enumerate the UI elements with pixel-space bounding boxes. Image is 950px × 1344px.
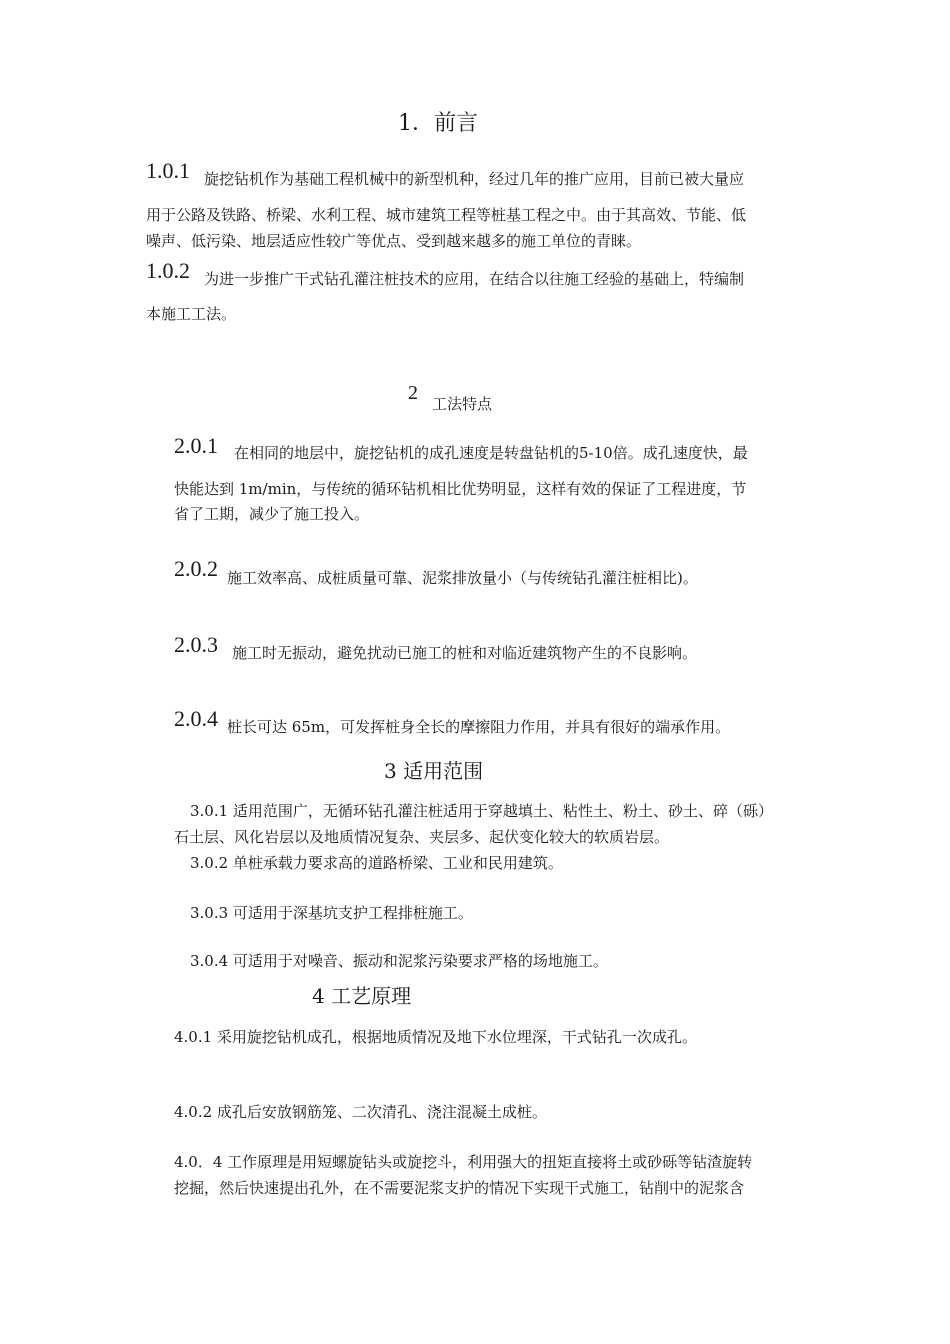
paragraph-line: 施工效率高、成桩质量可靠、泥浆排放量小（与传统钻孔灌注桩相比)。 xyxy=(227,569,698,587)
paragraph-line: 4.0.2 成孔后安放钢筋笼、二次清孔、浇注混凝土成桩。 xyxy=(174,1103,547,1121)
paragraph-line: 旋挖钻机作为基础工程机械中的新型机种，经过几年的推广应用，目前已被大量应 xyxy=(204,170,745,188)
section-2-number: 2 xyxy=(408,382,418,404)
paragraph-line: 省了工期，减少了施工投入。 xyxy=(174,505,370,523)
section-3-title: 3 适用范围 xyxy=(384,759,484,783)
section-4-title: 4 工艺原理 xyxy=(312,984,412,1008)
clause-number: 1.0.1 xyxy=(146,158,190,183)
paragraph-line: 噪声、低污染、地层适应性较广等优点、受到越来越多的施工单位的青睐。 xyxy=(146,232,642,250)
paragraph-line: 在相同的地层中，旋挖钻机的成孔速度是转盘钻机的5-10倍。成孔速度快，最 xyxy=(234,444,748,462)
paragraph-line: 4.0.1 采用旋挖钻机成孔，根据地质情况及地下水位埋深，干式钻孔一次成孔。 xyxy=(174,1028,697,1046)
clause-number: 1.0.2 xyxy=(146,258,190,283)
clause-number: 2.0.2 xyxy=(174,556,218,581)
paragraph-line: 3.0.3 可适用于深基坑支护工程排桩施工。 xyxy=(190,904,473,922)
paragraph-line: 挖掘，然后快速提出孔外，在不需要泥浆支护的情况下实现干式施工，钻削中的泥浆含 xyxy=(174,1179,745,1197)
paragraph-line: 3.0.1 适用范围广，无循环钻孔灌注桩适用于穿越填土、粘性土、粉土、砂土、碎（砾） xyxy=(190,802,773,820)
section-2-title: 工法特点 xyxy=(432,395,493,413)
paragraph-line: 4.0．4 工作原理是用短螺旋钻头或旋挖斗，利用强大的扭矩直接将土或砂砾等钻渣旋转 xyxy=(174,1153,753,1171)
paragraph-line: 施工时无振动，避免扰动已施工的桩和对临近建筑物产生的不良影响。 xyxy=(232,644,698,662)
paragraph-line: 3.0.4 可适用于对噪音、振动和泥浆污染要求严格的场地施工。 xyxy=(190,952,608,970)
section-1-title: 1．前言 xyxy=(398,111,478,136)
paragraph-line: 石土层、风化岩层以及地质情况复杂、夹层多、起伏变化较大的软质岩层。 xyxy=(174,828,670,846)
clause-number: 2.0.3 xyxy=(174,632,218,657)
clause-number: 2.0.4 xyxy=(174,706,218,731)
paragraph-line: 本施工工法。 xyxy=(146,305,237,323)
paragraph-line: 3.0.2 单桩承载力要求高的道路桥梁、工业和民用建筑。 xyxy=(190,854,563,872)
paragraph-line: 为进一步推广干式钻孔灌注桩技术的应用，在结合以往施工经验的基础上，特编制 xyxy=(204,270,745,288)
paragraph-line: 快能达到 1m/min，与传统的循环钻机相比优势明显，这样有效的保证了工程进度，节 xyxy=(174,480,747,498)
paragraph-line: 用于公路及铁路、桥梁、水利工程、城市建筑工程等桩基工程之中。由于其高效、节能、低 xyxy=(146,206,747,224)
clause-number: 2.0.1 xyxy=(174,433,218,458)
paragraph-line: 桩长可达 65m，可发挥桩身全长的摩擦阻力作用，并具有很好的端承作用。 xyxy=(227,718,731,736)
